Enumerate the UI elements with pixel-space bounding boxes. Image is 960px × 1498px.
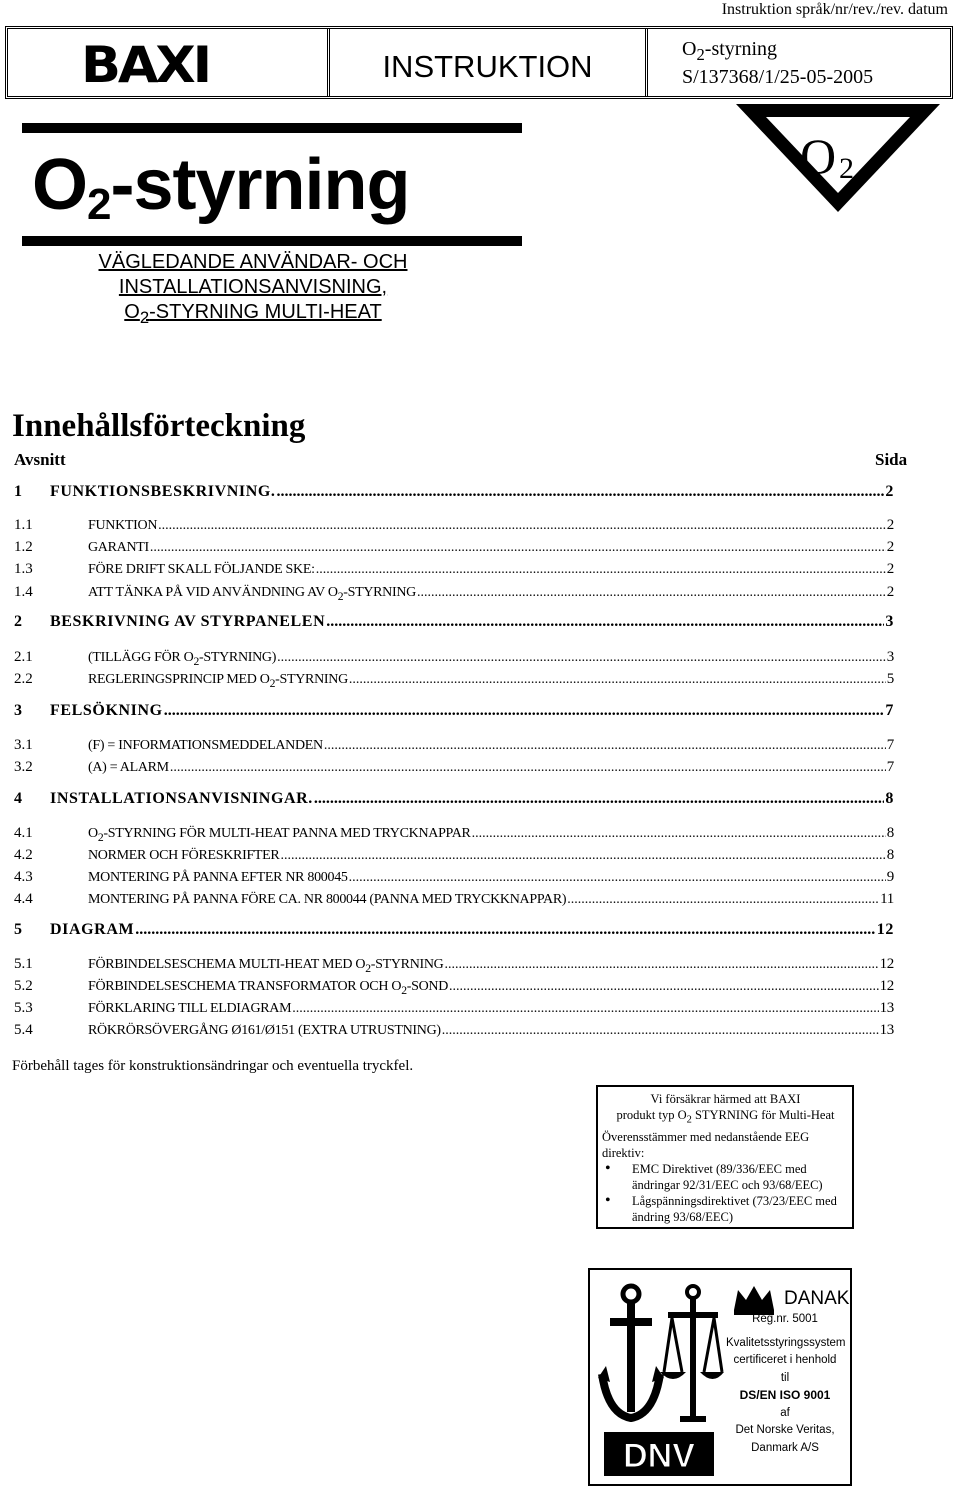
page-title: $O_2$-styrning — [32, 145, 410, 229]
toc-entry-page: 8 — [886, 847, 894, 863]
toc-entry[interactable] — [14, 978, 894, 997]
toc-entry-page: 7 — [886, 759, 894, 775]
toc-entry-title: MONTERING PÅ PANNA FÖRE CA. NR 800044 (PANNA MED TRYCKKNAPPAR) — [88, 892, 567, 907]
toc-entry[interactable] — [14, 891, 894, 908]
toc-entry-title: INSTALLATIONSANVISNINGAR. — [50, 790, 313, 807]
toc-entry-title: FÖRBINDELSESCHEMA TRANSFORMATOR OCH $O_2$-SOND — [88, 979, 448, 997]
toc-entry-title: MONTERING PÅ PANNA EFTER NR 800045 — [88, 870, 348, 885]
toc-entry[interactable] — [14, 702, 894, 720]
toc-leader — [280, 848, 885, 864]
toc-entry-page: 2 — [886, 561, 894, 577]
toc-entry-page: 8 — [886, 825, 894, 841]
toc-entry-title: GARANTI — [88, 540, 149, 555]
toc-entry-page: 12 — [879, 956, 894, 972]
toc-leader — [316, 562, 886, 578]
toc-leader — [158, 518, 886, 534]
toc-entry[interactable] — [14, 869, 894, 886]
logo-cell — [8, 29, 330, 96]
toc-entry-page: 2 — [886, 584, 894, 600]
toc-leader — [277, 483, 885, 501]
toc-entry-page: 5 — [886, 671, 894, 687]
disclaimer: Förbehåll tages för konstruktionsändringar och eventuella tryckfel. — [12, 1058, 414, 1074]
toc-entry-number: 2.2 — [14, 671, 33, 687]
toc-leader — [445, 957, 879, 973]
toc-entry[interactable] — [14, 539, 894, 556]
toc-entry-page: 8 — [885, 790, 894, 807]
toc-entry-number: 5 — [14, 921, 23, 938]
toc-entry-page: 2 — [885, 483, 894, 500]
cert-line: Danmark A/S — [751, 1441, 819, 1454]
toc-entry-number: 1.2 — [14, 539, 33, 555]
toc-entry-number: 4.4 — [14, 891, 33, 907]
certificate-text — [726, 1314, 844, 1457]
toc-entry[interactable] — [14, 483, 894, 501]
anchor-logo-icon — [598, 1282, 724, 1432]
certificate-box — [588, 1268, 852, 1486]
cert-line: Kvalitetsstyringssystem — [726, 1336, 846, 1349]
toc-entry-number: 3.1 — [14, 737, 33, 753]
toc-entry[interactable] — [14, 921, 894, 939]
danak-reg: Reg.nr. 5001 — [752, 1313, 818, 1325]
toc-entry-number: 2.1 — [14, 649, 33, 665]
toc-leader — [472, 826, 886, 842]
toc-entry-number: 3.2 — [14, 759, 33, 775]
toc-leader — [442, 1023, 879, 1039]
toc-entry-number: 1 — [14, 483, 23, 500]
declaration-line-1: Vi försäkrar härmed att BAXI — [650, 1092, 801, 1106]
toc-leader — [292, 1001, 878, 1017]
toc-entry-title: FELSÖKNING — [50, 702, 163, 719]
toc-entry-page: 11 — [880, 891, 894, 907]
doc-type: INSTRUKTION — [382, 49, 593, 84]
directive-item: • EMC Direktivet (89/336/EEC med ändringar 92/31/EEC och 93/68/EEC) — [602, 1161, 849, 1193]
toc-entry-number: 1.1 — [14, 517, 33, 533]
toc-leader — [135, 921, 876, 939]
toc-entry[interactable] — [14, 1022, 894, 1039]
product-name: $O_2$-styrning — [682, 38, 777, 64]
toc-entry-number: 4.3 — [14, 869, 33, 885]
toc-entry-title: DIAGRAM — [50, 921, 135, 938]
declaration-line-4: direktiv: — [602, 1145, 645, 1160]
subtitle — [30, 250, 476, 330]
title-rule-top — [22, 123, 522, 133]
toc-entry-page: 2 — [886, 517, 894, 533]
doc-info-cell — [648, 29, 950, 96]
toc-entry-title: FÖRKLARING TILL ELDIAGRAM — [88, 1001, 292, 1016]
cert-standard: DS/EN ISO 9001 — [739, 1388, 831, 1402]
toc-entry-title: FÖRE DRIFT SKALL FÖLJANDE SKE: — [88, 562, 315, 577]
danak-label: DANAK — [784, 1288, 850, 1309]
declaration-line-2: produkt typ $O_2$ STYRNING för Multi-Heat — [616, 1108, 835, 1126]
toc-entry-title: NORMER OCH FÖRESKRIFTER — [88, 848, 280, 863]
toc-leader — [150, 540, 886, 556]
toc-leader — [314, 790, 884, 808]
toc-entry-title: REGLERINGSPRINCIP MED $O_2$-STYRNING — [88, 672, 348, 690]
toc-heading: Innehållsförteckning — [12, 408, 306, 444]
toc-entry-title: FÖRBINDELSESCHEMA MULTI-HEAT MED $O_2$-STYRNING — [88, 957, 444, 975]
toc-entry[interactable] — [14, 649, 894, 668]
toc-entry-title: FUNKTIONSBESKRIVNING. — [50, 483, 276, 500]
document-header — [5, 26, 953, 99]
toc-entry-number: 2 — [14, 613, 23, 630]
toc-entry-number: 4.1 — [14, 825, 33, 841]
declaration-box — [596, 1085, 854, 1229]
toc-entry[interactable] — [14, 1000, 894, 1017]
doc-number: S/137368/1/25-05-2005 — [682, 66, 874, 88]
toc-entry[interactable] — [14, 561, 894, 578]
toc-entry-title: (F) = INFORMATIONSMEDDELANDEN — [88, 738, 323, 753]
toc-entry-page: 9 — [886, 869, 894, 885]
subtitle-line: $O_2$-STYRNING MULTI-HEAT — [124, 301, 382, 327]
o2-triangle-icon — [732, 96, 944, 218]
toc-entry-title: (TILLÄGG FÖR $O_2-STYRNING$) — [88, 650, 277, 668]
revision-bar — [0, 0, 960, 25]
toc-entry-page: 12 — [879, 978, 894, 994]
toc-entry[interactable] — [14, 847, 894, 864]
toc-entry-title: FUNKTION — [88, 518, 158, 533]
toc-entry-title: $O_2$-STYRNING FÖR MULTI-HEAT PANNA MED TRYCKNAPPAR — [88, 826, 471, 844]
badge-text: O — [800, 128, 837, 184]
toc-leader — [567, 892, 879, 908]
toc-leader — [449, 979, 879, 995]
toc-leader — [417, 585, 886, 601]
toc-entry-number: 5.1 — [14, 956, 33, 972]
toc-leader — [326, 613, 884, 631]
revision-label: Instruktion språk/nr/rev./rev. datum — [721, 1, 948, 18]
toc-entry-page: 7 — [886, 737, 894, 753]
toc-leader — [277, 650, 886, 666]
toc-entry[interactable] — [14, 613, 894, 631]
declaration-line-3: Överensstämmer med nedanstående EEG — [602, 1129, 810, 1144]
toc-entry-number: 1.3 — [14, 561, 33, 577]
toc-page-column: Sida — [875, 450, 908, 469]
subtitle-line: INSTALLATIONSANVISNING, — [118, 276, 388, 298]
directive-list — [602, 1161, 849, 1225]
cert-line: certificeret i henhold — [733, 1354, 837, 1366]
dnv-text: DNV — [623, 1437, 695, 1475]
toc-entry-title: RÖKRÖRSÖVERGÅNG Ø161/Ø151 (EXTRA UTRUSTNING) — [88, 1023, 441, 1038]
toc-entry-number: 5.2 — [14, 978, 33, 994]
badge-subscript: 2 — [839, 152, 854, 185]
cert-line: til — [780, 1371, 790, 1384]
toc-entry-page: 2 — [886, 539, 894, 555]
toc-entry-page: 13 — [879, 1022, 894, 1038]
toc-entry-number: 5.3 — [14, 1000, 33, 1016]
cert-line: af — [780, 1406, 790, 1419]
toc-entry-title: BESKRIVNING AV STYRPANELEN — [50, 613, 326, 630]
toc-section-column: Avsnitt — [14, 450, 66, 469]
cert-line: Det Norske Veritas, — [735, 1424, 835, 1436]
toc-leader — [164, 702, 885, 720]
toc-entry-page: 3 — [886, 649, 894, 665]
toc-leader — [170, 760, 886, 776]
toc-entry-page: 13 — [879, 1000, 894, 1016]
directive-item: • Lågspänningsdirektivet (73/23/EEC med ändring 93/68/EEC) — [602, 1193, 849, 1225]
toc-leader — [324, 738, 886, 754]
title-rule-bottom — [22, 236, 522, 246]
baxi-logo: BAXI — [80, 36, 210, 94]
dnv-logo-icon — [604, 1432, 714, 1476]
subtitle-line: VÄGLEDANDE ANVÄNDAR- OCH — [98, 251, 408, 273]
toc-entry-title: ATT TÄNKA PÅ VID ANVÄNDNING AV $O_2$-STYRNING — [88, 585, 416, 603]
toc-entry-page: 12 — [876, 921, 894, 938]
toc-entry[interactable] — [14, 517, 894, 534]
toc-entry-title: (A) = ALARM — [88, 760, 169, 775]
toc-entry-number: 4 — [14, 790, 23, 807]
toc-entry[interactable] — [14, 759, 894, 776]
doc-type-cell — [330, 29, 648, 96]
toc-leader — [349, 870, 886, 886]
toc-entry[interactable] — [14, 956, 894, 975]
toc-entry-page: 7 — [885, 702, 894, 719]
toc-entry[interactable] — [14, 584, 894, 603]
toc-leader — [349, 672, 886, 688]
toc-entry-number: 5.4 — [14, 1022, 33, 1038]
toc-entry-number: 3 — [14, 702, 23, 719]
toc-entry-page: 3 — [885, 613, 894, 630]
toc-entry[interactable] — [14, 790, 894, 808]
toc-entry[interactable] — [14, 737, 894, 754]
toc-entry[interactable] — [14, 671, 894, 690]
toc-entry-number: 1.4 — [14, 584, 33, 600]
toc-entry-number: 4.2 — [14, 847, 33, 863]
toc-entry[interactable] — [14, 825, 894, 844]
